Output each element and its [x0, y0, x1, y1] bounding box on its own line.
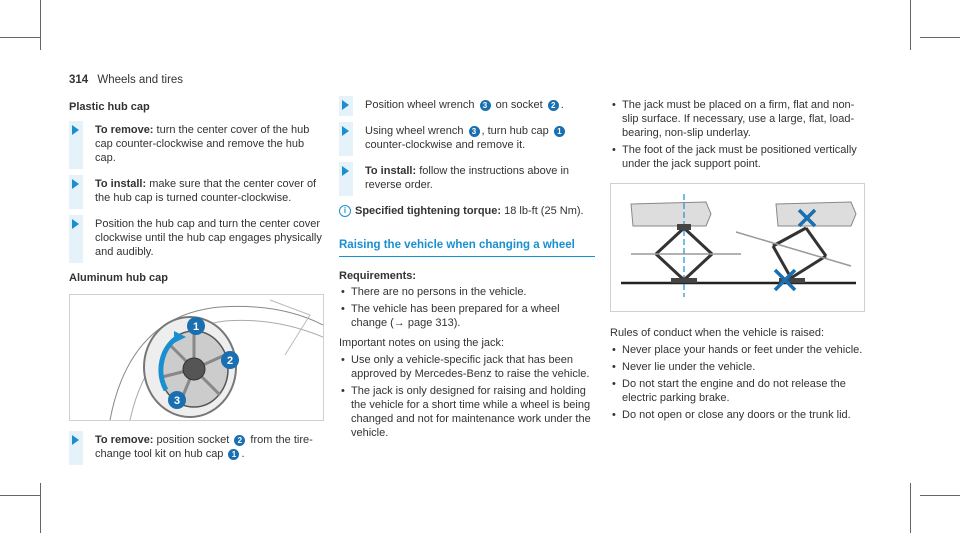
step-arrow-icon	[72, 435, 79, 445]
callout-badge: 3	[469, 126, 480, 137]
crop-mark	[920, 495, 960, 496]
list-item: • Do not start the engine and do not release the electric parking brake.	[610, 377, 865, 405]
column-right	[610, 98, 865, 425]
requirements-label: Requirements:	[339, 270, 417, 282]
step-text: position socket	[153, 434, 233, 446]
info-icon: i	[339, 205, 351, 217]
step-arrow-icon	[342, 126, 349, 136]
list-item: • Use only a vehicle-specific jack that has been approved by Mercedes-Benz to raise the vehicle.	[339, 353, 595, 381]
step-label: To remove:	[95, 124, 154, 136]
crop-mark	[0, 37, 40, 38]
hub-cap-illustration	[69, 294, 324, 421]
list-item: • The vehicle has been prepared for a wheel change (→ page 313).	[339, 302, 595, 330]
plastic-hub-cap-heading: Plastic hub cap	[69, 101, 150, 113]
crop-mark	[0, 495, 40, 496]
step-label: To install:	[95, 178, 147, 190]
step-text: counter-clockwise and remove it.	[365, 139, 526, 151]
instruction-step	[69, 433, 324, 461]
callout-badge: 3	[480, 100, 491, 111]
instruction-step	[339, 124, 595, 152]
step-text: , turn hub cap	[481, 125, 552, 137]
list-item: • Do not open or close any doors or the trunk lid.	[610, 408, 865, 422]
step-text: from the tire-change tool kit on hub cap	[95, 434, 313, 460]
step-text: make sure that the center cover of the hub cap is turned counter-clockwise.	[95, 178, 317, 204]
step-arrow-icon	[72, 219, 79, 229]
list-item: • Never lie under the vehicle.	[610, 360, 865, 374]
crop-mark	[40, 0, 41, 50]
list-item: • Never place your hands or feet under the vehicle.	[610, 343, 865, 357]
step-text: .	[560, 99, 564, 111]
important-notes: Important notes on using the jack:	[339, 337, 505, 349]
instruction-step	[339, 164, 595, 192]
callout-badge: 1	[228, 449, 239, 460]
step-label: To install:	[365, 165, 417, 177]
column-middle	[339, 98, 595, 443]
aluminum-hub-cap-heading: Aluminum hub cap	[69, 272, 168, 284]
step-text: turn the center cover of the hub cap counter-clockwise and remove the hub cap.	[95, 124, 310, 164]
step-text: on socket	[492, 99, 546, 111]
page-header	[69, 74, 183, 86]
callout-3: 3	[173, 395, 181, 407]
step-text: Using wheel wrench	[365, 125, 467, 137]
callout-badge: 2	[548, 100, 559, 111]
crop-mark	[40, 483, 41, 533]
list-item: • The foot of the jack must be positioned vertically under the jack support point.	[610, 143, 865, 171]
step-arrow-icon	[72, 125, 79, 135]
callout-1: 1	[192, 321, 200, 333]
step-text: Position the hub cap and turn the center cover clockwise until the hub cap engages physically and audibly.	[95, 218, 322, 258]
crop-mark	[910, 0, 911, 50]
step-text: follow the instructions above in reverse order.	[365, 165, 570, 191]
callout-badge: 1	[554, 126, 565, 137]
crop-mark	[920, 37, 960, 38]
step-text: Position wheel wrench	[365, 99, 478, 111]
wheel-drawing	[70, 295, 323, 420]
rules-heading: Rules of conduct when the vehicle is raised:	[610, 327, 825, 339]
page-number: 314	[69, 74, 89, 86]
instruction-step	[69, 177, 324, 205]
list-item: • The jack is only designed for raising and holding the vehicle for a short time while a wheel is being changed and not for maintenance work under the vehicle.	[339, 384, 595, 440]
instruction-step	[339, 98, 595, 112]
jack-drawing	[611, 184, 864, 311]
step-arrow-icon	[342, 100, 349, 110]
step-arrow-icon	[72, 179, 79, 189]
section-title: Raising the vehicle when changing a wheel	[339, 238, 595, 257]
list-item: • There are no persons in the vehicle.	[339, 285, 595, 299]
crop-mark	[910, 483, 911, 533]
column-left	[69, 98, 324, 473]
step-text: .	[241, 448, 245, 460]
note-label: Specified tightening torque:	[355, 205, 502, 217]
step-label: To remove:	[95, 434, 154, 446]
instruction-step	[69, 217, 324, 259]
jack-placement-illustration	[610, 183, 865, 312]
torque-note	[339, 204, 595, 218]
list-item: • The jack must be placed on a firm, flat and non-slip surface. If necessary, use a large, flat, load-bearing, non-slip underlay.	[610, 98, 865, 140]
step-arrow-icon	[342, 166, 349, 176]
page-title: Wheels and tires	[97, 74, 184, 86]
callout-2: 2	[226, 355, 234, 367]
callout-badge: 2	[234, 435, 245, 446]
note-text: 18 lb-ft (25 Nm).	[501, 205, 584, 217]
instruction-step	[69, 123, 324, 165]
